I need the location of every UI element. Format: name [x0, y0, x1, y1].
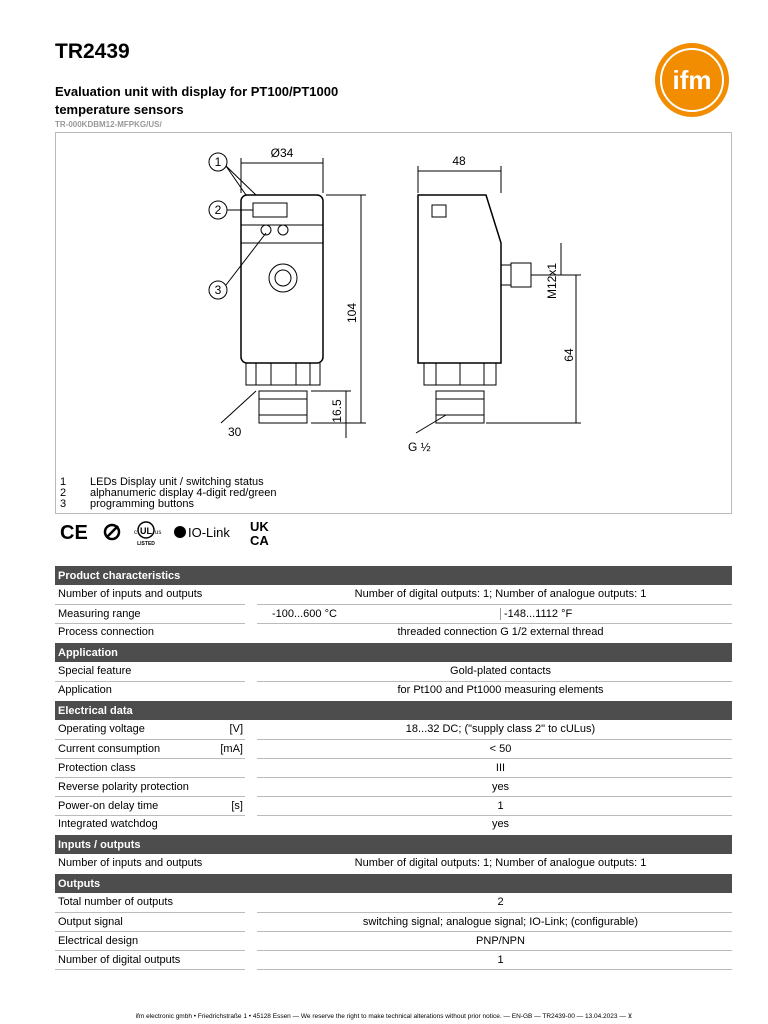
row-label: Protection class — [58, 761, 136, 774]
row-label: Application — [58, 684, 112, 697]
table-row — [55, 662, 732, 681]
row-label: Electrical design — [58, 934, 139, 947]
row-value — [257, 604, 732, 623]
table-row — [55, 604, 732, 623]
dimension-drawing — [55, 132, 732, 514]
legend-item: 2 alphanumeric display 4-digit red/green — [60, 487, 277, 499]
table-row — [55, 815, 732, 834]
svg-text:CA: CA — [250, 533, 269, 548]
range-value: -148...1112 °F — [500, 608, 732, 620]
callout-2: 2 — [214, 203, 222, 217]
dim-thread: G ½ — [408, 440, 431, 454]
row-label: Power-on delay time — [58, 799, 159, 812]
ukca-mark — [250, 519, 269, 548]
dim-side-height: 64 — [562, 348, 576, 362]
callout-1: 1 — [214, 155, 222, 169]
row-value: yes — [257, 815, 732, 834]
row-label: Integrated watchdog — [58, 818, 158, 831]
table-row — [55, 623, 732, 642]
drawing-legend — [60, 477, 277, 510]
footer: ifm electronic gmbh • Friedrichstraße 1 • 45128 Essen — We reserve the right to make technical alterations without prior notice. — EN-GB — TR2439-00 — 13.04.2023 — ⊻ — [135, 1013, 633, 1020]
row-unit: [mA] — [220, 742, 243, 755]
dim-thread-len: 16.5 — [330, 399, 344, 423]
row-label: Number of inputs and outputs — [58, 588, 203, 601]
row-label: Number of digital outputs — [58, 953, 181, 966]
callout-3: 3 — [214, 283, 222, 297]
row-label: Operating voltage — [58, 723, 145, 736]
spec-table — [55, 564, 732, 970]
technical-drawing — [56, 133, 733, 473]
svg-text:LISTED: LISTED — [137, 541, 155, 547]
dim-wrench: 30 — [228, 425, 242, 439]
table-row — [55, 585, 732, 604]
row-value: 1 — [257, 950, 732, 969]
row-value: < 50 — [257, 739, 732, 758]
row-label: Total number of outputs — [58, 896, 173, 909]
row-value: III — [257, 758, 732, 777]
svg-text:IO-Link: IO-Link — [188, 525, 230, 540]
iolink-icon — [174, 525, 230, 540]
row-label: Special feature — [58, 665, 132, 678]
logo-text: ifm — [672, 65, 712, 95]
svg-text:c: c — [134, 530, 137, 536]
article-code: TR-000KDBM12-MFPKG/US/ — [55, 120, 162, 129]
row-value: Gold-plated contacts — [257, 662, 732, 681]
svg-text:us: us — [155, 530, 162, 536]
table-row — [55, 931, 732, 950]
row-label: Measuring range — [58, 607, 141, 620]
table-row — [55, 796, 732, 815]
row-value: threaded connection G 1/2 external thread — [257, 623, 732, 642]
row-value: Number of digital outputs: 1; Number of analogue outputs: 1 — [257, 585, 732, 604]
table-row — [55, 777, 732, 796]
row-label: Number of inputs and outputs — [58, 857, 203, 869]
row-value: for Pt100 and Pt1000 measuring elements — [257, 681, 732, 700]
dim-width: 48 — [452, 154, 466, 168]
section-header: Product characteristics — [55, 565, 732, 585]
table-row — [55, 893, 732, 912]
recycle-icon — [105, 525, 119, 539]
row-value: 2 — [257, 893, 732, 912]
recycle-footer-icon: ⊻ — [627, 1013, 633, 1020]
row-value: yes — [257, 777, 732, 796]
svg-text:UL: UL — [140, 526, 152, 536]
certification-marks — [58, 517, 288, 549]
dim-diameter: Ø34 — [270, 146, 294, 160]
product-title: TR2439 — [55, 40, 130, 63]
legend-item: 1 LEDs Display unit / switching status — [60, 476, 264, 488]
product-subtitle: Evaluation unit with display for PT100/PT1000 temperature sensors — [55, 84, 339, 117]
range-value: -100...600 °C — [272, 607, 337, 620]
table-row — [55, 681, 732, 700]
row-label: Reverse polarity protection — [58, 780, 189, 793]
row-label: Current consumption — [58, 742, 161, 755]
table-row — [55, 854, 732, 873]
ce-mark: CE — [60, 522, 88, 544]
row-value: 1 — [257, 796, 732, 815]
legend-item: 3 programming buttons — [60, 498, 194, 510]
row-value: 18...32 DC; ("supply class 2" to cULus) — [257, 720, 732, 739]
row-value: Number of digital outputs: 1; Number of analogue outputs: 1 — [257, 854, 732, 873]
section-header: Inputs / outputs — [55, 834, 732, 854]
ifm-logo — [654, 42, 730, 118]
ul-listed-icon — [134, 522, 161, 547]
row-value: PNP/NPN — [257, 931, 732, 950]
svg-text:UK: UK — [250, 519, 269, 534]
table-row — [55, 758, 732, 777]
row-unit: [s] — [231, 799, 243, 812]
table-row — [55, 950, 732, 969]
table-row — [55, 912, 732, 931]
dim-height: 104 — [345, 302, 359, 324]
row-label: Process connection — [58, 626, 154, 639]
row-label: Output signal — [58, 915, 123, 928]
row-unit: [V] — [229, 723, 243, 736]
section-header: Outputs — [55, 873, 732, 893]
table-row — [55, 739, 732, 758]
dim-connector: M12x1 — [545, 262, 559, 300]
table-row — [55, 720, 732, 739]
section-header: Application — [55, 642, 732, 662]
section-header: Electrical data — [55, 700, 732, 720]
row-value: switching signal; analogue signal; IO-Link; (configurable) — [257, 912, 732, 931]
